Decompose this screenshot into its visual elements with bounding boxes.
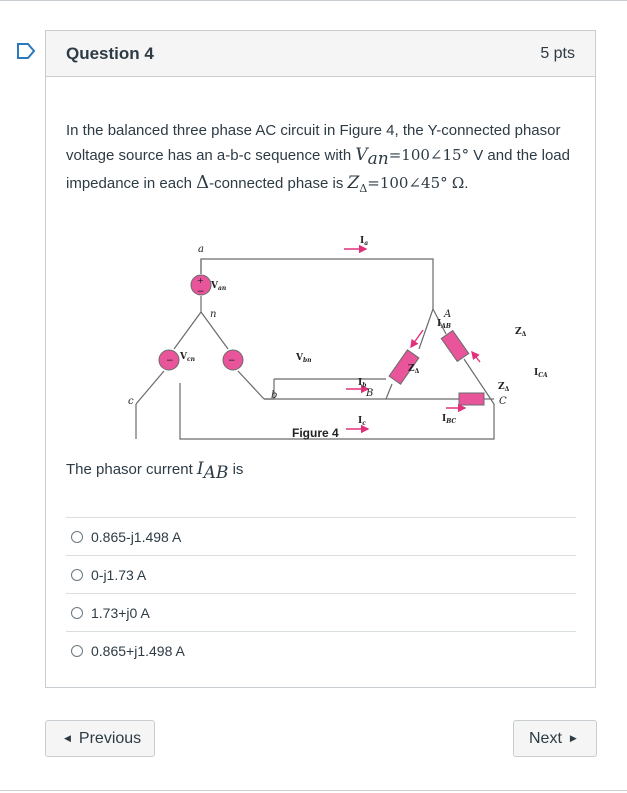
svg-text:+: + [197, 276, 204, 285]
answer-label: 0.865+j1.498 A [91, 642, 185, 659]
svg-text:Van: $V_{an}$ [211, 281, 227, 292]
impedance-zca [441, 331, 469, 362]
delta-ab [419, 309, 433, 349]
wye-cn-leg [136, 371, 164, 404]
svg-text:Ic: $I_c$ [358, 416, 366, 427]
answer-label: 1.73+j0 A [91, 604, 150, 621]
next-label: Next [529, 729, 562, 747]
svg-text:ZΔ: $Z_\Delta$ [515, 327, 527, 338]
answer-option[interactable] [66, 631, 576, 669]
question-card [45, 30, 596, 688]
svg-text:Ib: $I_b$ [358, 378, 367, 389]
question-title: Question 4 [66, 43, 154, 63]
radio-button[interactable] [71, 531, 83, 543]
svg-text:B: B [366, 388, 374, 399]
delta-ab2 [386, 384, 392, 399]
svg-text:IAB: $I_{AB}$ [437, 319, 451, 330]
impedance-zbc [459, 393, 484, 405]
svg-text:a: a [198, 244, 204, 255]
question-points: 5 pts [540, 44, 575, 62]
answer-option[interactable] [66, 593, 576, 631]
svg-text:ICA: $I_{CA}$ [534, 368, 548, 379]
answer-list [66, 517, 576, 669]
radio-button[interactable] [71, 607, 83, 619]
svg-text:ZΔ: $Z_\Delta$ [498, 382, 510, 393]
svg-text:Ia: $I_a$ [360, 236, 369, 247]
svg-text:IBC: $I_{BC}$ [442, 414, 457, 425]
previous-label: Previous [78, 729, 142, 747]
answer-option[interactable] [66, 517, 576, 555]
top-divider [0, 0, 627, 1]
radio-button[interactable] [71, 569, 83, 581]
question-header [46, 31, 595, 77]
svg-text:−: − [166, 356, 174, 366]
answer-label: 0-j1.73 A [91, 566, 147, 583]
answer-option[interactable] [66, 555, 576, 593]
svg-text:−: − [228, 356, 236, 366]
answer-prompt: The phasor current $I_{AB}$ is [66, 459, 244, 483]
next-button[interactable] [513, 720, 597, 757]
svg-text:b: b [271, 390, 278, 401]
radio-button[interactable] [71, 645, 83, 657]
wye-an [174, 296, 201, 349]
previous-button[interactable] [45, 720, 155, 757]
svg-text:n: n [210, 309, 217, 320]
caret-left-icon: ◀ [64, 733, 71, 743]
svg-text:c: c [128, 396, 134, 407]
circuit-diagram [124, 199, 548, 444]
caret-right-icon: ▶ [569, 733, 577, 743]
wire-a [201, 259, 433, 309]
answer-label: 0.865-j1.498 A [91, 528, 182, 545]
figure-caption: Figure 4 [292, 426, 339, 440]
bottom-divider [0, 790, 627, 791]
question-text: In the balanced three phase AC circuit in Figure 4, the Y-connected phasor voltage source has an a-b-c sequence with $V_{an}=100\angle 15^\circ$ V and the load impedance in each Δ-connected phase is $Z_\Delta=100\angle 45^\circ$ Ω. [66, 122, 570, 195]
svg-text:Vcn: $V_{cn}$ [180, 352, 195, 363]
bookmark-flag-icon[interactable] [16, 42, 36, 60]
svg-text:C: C [499, 396, 507, 407]
wye-bn-leg [238, 371, 264, 399]
svg-text:ZΔ: $Z_\Delta$ [408, 364, 420, 375]
svg-text:A: A [444, 309, 452, 320]
svg-text:Vbn: $V_{bn}$ [296, 353, 312, 364]
svg-text:−: − [197, 287, 205, 297]
